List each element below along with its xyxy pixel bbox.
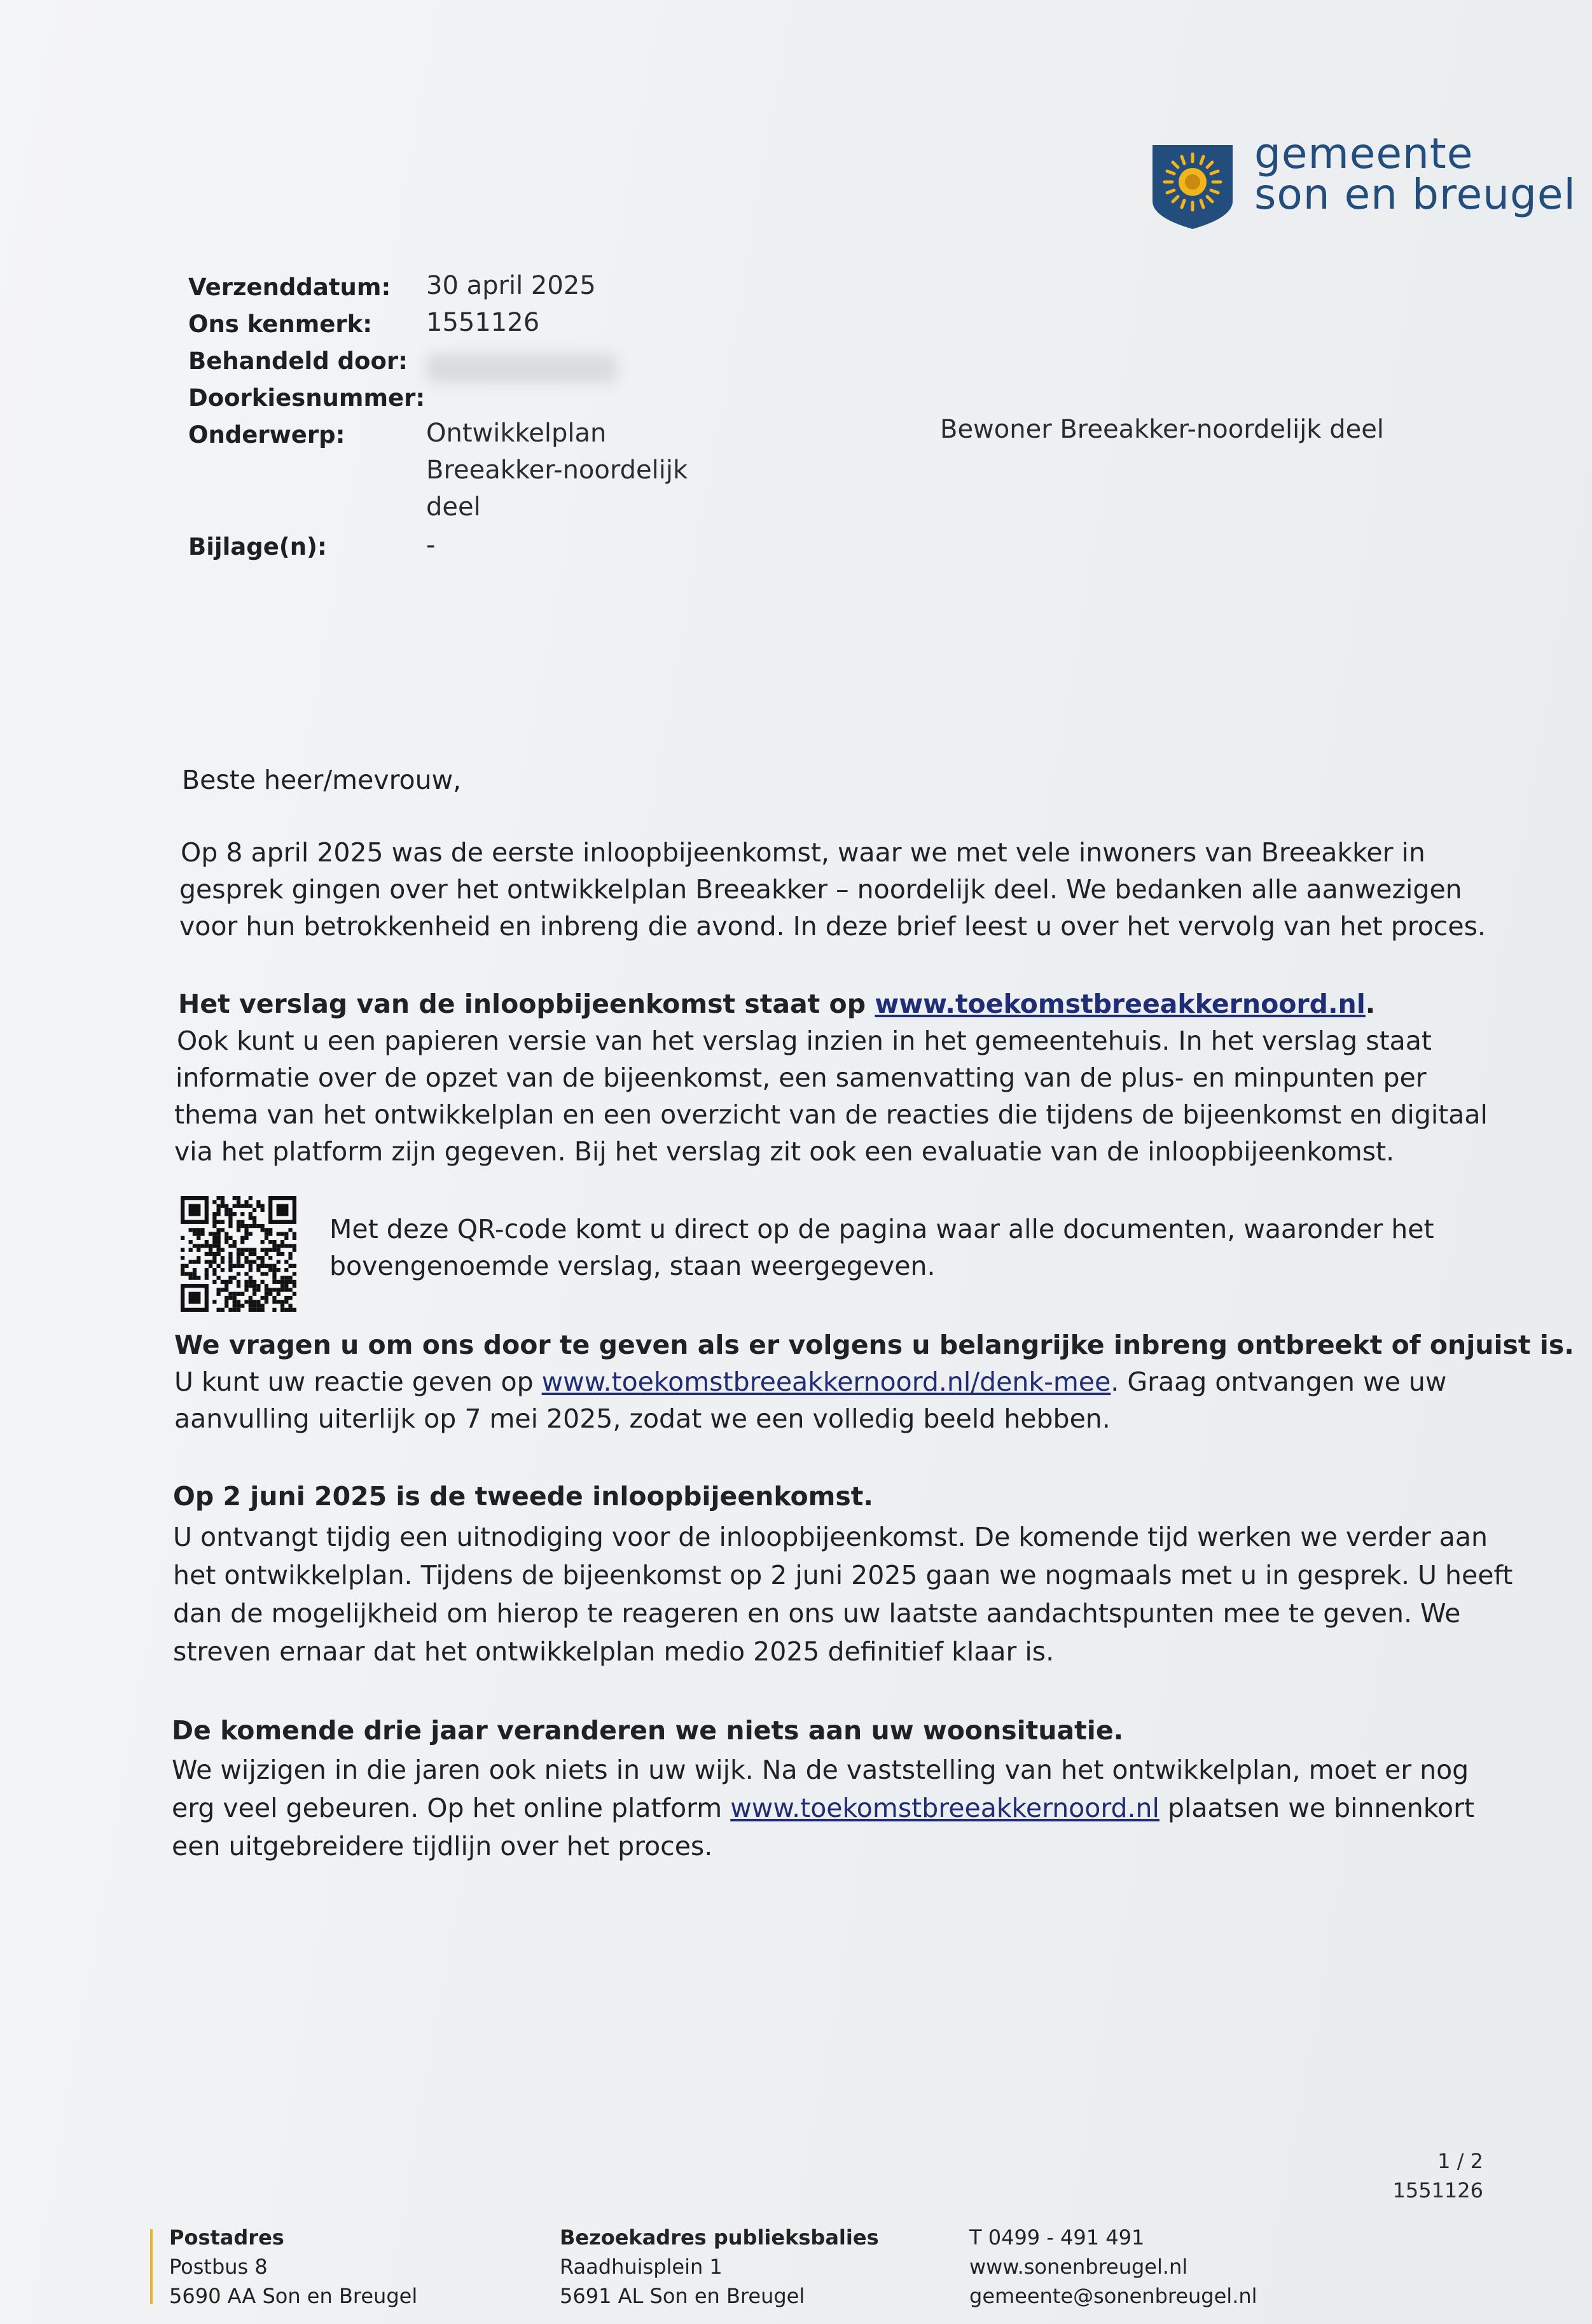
sent-date-label: Verzenddatum: — [188, 274, 391, 301]
recipient-address: Bewoner Breeakker-noordelijk deel — [940, 415, 1384, 444]
paragraph-5-line-2: erg veel gebeuren. Op het online platform www.toekomstbreeakkernoord.nl plaatsen we binnenkort — [172, 1793, 1475, 1823]
subject-label: Onderwerp: — [188, 421, 345, 449]
page-indicator — [1374, 2147, 1483, 2205]
qr-code[interactable] — [181, 1196, 296, 1312]
reference-label: Ons kenmerk: — [188, 310, 373, 338]
contact-website[interactable]: www.sonenbreugel.nl — [969, 2255, 1188, 2279]
paragraph-2-line-3: thema van het ontwikkelplan en een overzicht van de reacties die tijdens de bijeenkomst en digitaal — [174, 1099, 1488, 1130]
second-meeting-heading: Op 2 juni 2025 is de tweede inloopbijeenkomst. — [173, 1481, 873, 1512]
municipality-crest-logo — [1150, 143, 1235, 232]
paragraph-1-line-2: gesprek gingen over het ontwikkelplan Breeakker – noordelijk deel. We bedanken alle aanwezigen — [179, 874, 1462, 905]
report-link[interactable]: www.toekomstbreeakkernoord.nl — [875, 989, 1366, 1019]
subject-line-2: Breeakker-noordelijk — [426, 456, 688, 485]
visit-line-2: 5691 AL Son en Breugel — [560, 2284, 805, 2308]
contact-phone: T 0499 - 491 491 — [969, 2225, 1145, 2250]
sent-date-value: 30 april 2025 — [426, 271, 596, 300]
wordmark-line-2: son en breugel — [1254, 170, 1576, 219]
qr-text-line-1: Met deze QR-code komt u direct op de pagina waar alle documenten, waaronder het — [329, 1214, 1434, 1244]
qr-text-line-2: bovengenoemde verslag, staan weergegeven. — [329, 1251, 936, 1281]
postal-line-1: Postbus 8 — [169, 2255, 268, 2279]
attachments-value: - — [426, 531, 436, 560]
footer-postal-address — [169, 2223, 417, 2311]
feedback-line-1: U kunt uw reactie geven op www.toekomstbreeakkernoord.nl/denk-mee. Graag ontvangen we uw — [174, 1367, 1447, 1397]
visit-line-1: Raadhuisplein 1 — [560, 2255, 723, 2279]
paragraph-2-line-4: via het platform zijn gegeven. Bij het verslag zit ook een evaluatie van de inloopbijeenkomst. — [174, 1136, 1395, 1167]
paragraph-4-line-2: het ontwikkelplan. Tijdens de bijeenkomst op 2 juni 2025 gaan we nogmaals met u in gesprek. U heeft — [173, 1560, 1513, 1590]
paragraph-5-line-1: We wijzigen in die jaren ook niets in uw wijk. Na de vaststelling van het ontwikkelplan, moet er nog — [172, 1755, 1469, 1785]
page-reference: 1551126 — [1392, 2178, 1483, 2202]
footer-accent-bar — [150, 2229, 153, 2304]
wordmark-line-1: gemeente — [1254, 129, 1474, 178]
direct-phone-label: Doorkiesnummer: — [188, 384, 426, 412]
feedback-heading: We vragen u om ons door te geven als er volgens u belangrijke inbreng ontbreekt of onjuist is. — [174, 1330, 1574, 1360]
page-number: 1 / 2 — [1437, 2149, 1483, 2173]
postal-heading: Postadres — [169, 2225, 284, 2250]
municipality-wordmark — [1254, 129, 1576, 219]
report-heading: Het verslag van de inloopbijeenkomst staat op www.toekomstbreeakkernoord.nl. — [178, 989, 1376, 1019]
paragraph-4-line-1: U ontvangt tijdig een uitnodiging voor de inloopbijeenkomst. De komende tijd werken we verder aan — [173, 1522, 1488, 1552]
paragraph-1-line-1: Op 8 april 2025 was de eerste inloopbijeenkomst, waar we met vele inwoners van Breeakker in — [181, 837, 1425, 868]
housing-heading: De komende drie jaar veranderen we niets aan uw woonsituatie. — [172, 1715, 1124, 1746]
paragraph-4-line-3: dan de mogelijkheid om hierop te reageren en ons uw laatste aandachtspunten mee te geven. We — [173, 1598, 1461, 1629]
paragraph-5-line-3: een uitgebreidere tijdlijn over het proces. — [172, 1831, 713, 1861]
subject-line-3: deel — [426, 492, 481, 522]
contact-email[interactable]: gemeente@sonenbreugel.nl — [969, 2284, 1257, 2308]
attachments-label: Bijlage(n): — [188, 533, 327, 560]
paragraph-1-line-3: voor hun betrokkenheid en inbreng die avond. In deze brief leest u over het vervolg van het proces. — [179, 911, 1486, 942]
reference-value: 1551126 — [426, 308, 540, 337]
paragraph-2-line-1: Ook kunt u een papieren versie van het verslag inzien in het gemeentehuis. In het verslag staat — [177, 1026, 1432, 1056]
footer-contact — [969, 2223, 1257, 2311]
platform-link[interactable]: www.toekomstbreeakkernoord.nl — [730, 1793, 1159, 1823]
denk-mee-link[interactable]: www.toekomstbreeakkernoord.nl/denk-mee — [541, 1367, 1111, 1397]
paragraph-4-line-4: streven ernaar dat het ontwikkelplan medio 2025 definitief klaar is. — [173, 1636, 1055, 1667]
redacted-name — [426, 354, 617, 383]
footer-visit-address — [560, 2223, 879, 2311]
handled-by-label: Behandeld door: — [188, 347, 408, 375]
salutation: Beste heer/mevrouw, — [182, 765, 462, 795]
paragraph-2-line-2: informatie over de opzet van de bijeenkomst, een samenvatting van de plus- en minpunten per — [176, 1062, 1427, 1093]
visit-heading: Bezoekadres publieksbalies — [560, 2225, 879, 2250]
postal-line-2: 5690 AA Son en Breugel — [169, 2284, 418, 2308]
feedback-line-2: aanvulling uiterlijk op 7 mei 2025, zodat we een volledig beeld hebben. — [174, 1403, 1111, 1434]
subject-line-1: Ontwikkelplan — [426, 419, 607, 448]
